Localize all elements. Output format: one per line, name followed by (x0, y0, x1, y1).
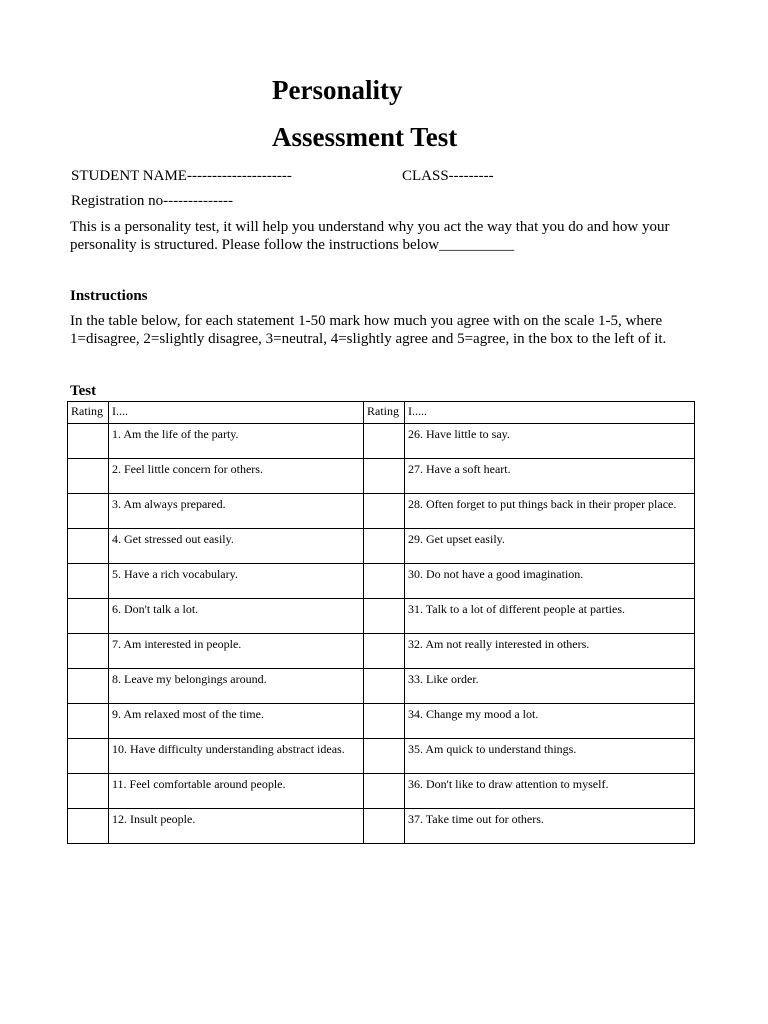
rating-box-right[interactable] (364, 634, 405, 669)
table-row (68, 634, 695, 669)
intro-paragraph: This is a personality test, it will help you understand why you act the way that you do and how your personality is structured. Please follow the instructions below__________ (70, 219, 670, 253)
table-row (68, 669, 695, 704)
test-table (67, 401, 695, 844)
rating-box-left[interactable] (68, 459, 109, 494)
rating-box-right[interactable] (364, 739, 405, 774)
table-row (68, 704, 695, 739)
table-row (68, 564, 695, 599)
rating-box-left[interactable] (68, 669, 109, 704)
rating-box-left[interactable] (68, 704, 109, 739)
statement-left: 12. Insult people. (109, 809, 364, 844)
statement-left: 7. Am interested in people. (109, 634, 364, 669)
registration-label: Registration no-------------- (71, 193, 234, 209)
rating-box-right[interactable] (364, 669, 405, 704)
test-heading: Test (70, 383, 97, 399)
statement-left: 8. Leave my belongings around. (109, 669, 364, 704)
rating-box-right[interactable] (364, 494, 405, 529)
table-row (68, 529, 695, 564)
statement-right: 36. Don't like to draw attention to myself. (405, 774, 695, 809)
table-header-row (68, 402, 695, 424)
document-title-line2: Assessment Test (272, 122, 458, 152)
document-title-line1: Personality (272, 75, 403, 105)
statement-header-right: I..... (405, 402, 695, 424)
class-label: CLASS--------- (402, 168, 494, 184)
statement-right: 37. Take time out for others. (405, 809, 695, 844)
rating-box-right[interactable] (364, 704, 405, 739)
rating-header-right: Rating (364, 402, 405, 424)
rating-box-right[interactable] (364, 564, 405, 599)
rating-box-right[interactable] (364, 424, 405, 459)
instructions-paragraph: In the table below, for each statement 1-50 mark how much you agree with on the scale 1-5, where 1=disagree, 2=slightly disagree, 3=neutral, 4=slightly agree and 5=agree, in the box to the left of it. (70, 313, 667, 347)
statement-left: 10. Have difficulty understanding abstract ideas. (109, 739, 364, 774)
table-row (68, 599, 695, 634)
statement-right: 27. Have a soft heart. (405, 459, 695, 494)
instructions-heading: Instructions (70, 288, 148, 304)
rating-box-left[interactable] (68, 424, 109, 459)
rating-box-left[interactable] (68, 774, 109, 809)
table-row (68, 809, 695, 844)
statement-left: 6. Don't talk a lot. (109, 599, 364, 634)
rating-box-right[interactable] (364, 809, 405, 844)
rating-box-right[interactable] (364, 459, 405, 494)
statement-header-left: I.... (109, 402, 364, 424)
rating-box-right[interactable] (364, 529, 405, 564)
student-name-label: STUDENT NAME--------------------- (71, 168, 292, 184)
rating-box-left[interactable] (68, 529, 109, 564)
statement-right: 32. Am not really interested in others. (405, 634, 695, 669)
statement-right: 33. Like order. (405, 669, 695, 704)
statement-right: 31. Talk to a lot of different people at parties. (405, 599, 695, 634)
rating-box-left[interactable] (68, 634, 109, 669)
statement-right: 35. Am quick to understand things. (405, 739, 695, 774)
rating-box-left[interactable] (68, 599, 109, 634)
rating-box-left[interactable] (68, 739, 109, 774)
statement-left: 2. Feel little concern for others. (109, 459, 364, 494)
statement-right: 29. Get upset easily. (405, 529, 695, 564)
rating-box-right[interactable] (364, 599, 405, 634)
statement-right: 30. Do not have a good imagination. (405, 564, 695, 599)
table-row (68, 774, 695, 809)
statement-left: 5. Have a rich vocabulary. (109, 564, 364, 599)
table-row (68, 459, 695, 494)
rating-box-left[interactable] (68, 564, 109, 599)
statement-right: 28. Often forget to put things back in their proper place. (405, 494, 695, 529)
statement-left: 9. Am relaxed most of the time. (109, 704, 364, 739)
table-row (68, 424, 695, 459)
rating-box-right[interactable] (364, 774, 405, 809)
table-row (68, 494, 695, 529)
table-row (68, 739, 695, 774)
statement-left: 1. Am the life of the party. (109, 424, 364, 459)
test-table-body (68, 424, 695, 844)
statement-left: 4. Get stressed out easily. (109, 529, 364, 564)
rating-header-left: Rating (68, 402, 109, 424)
rating-box-left[interactable] (68, 494, 109, 529)
statement-right: 34. Change my mood a lot. (405, 704, 695, 739)
statement-left: 3. Am always prepared. (109, 494, 364, 529)
statement-left: 11. Feel comfortable around people. (109, 774, 364, 809)
statement-right: 26. Have little to say. (405, 424, 695, 459)
rating-box-left[interactable] (68, 809, 109, 844)
